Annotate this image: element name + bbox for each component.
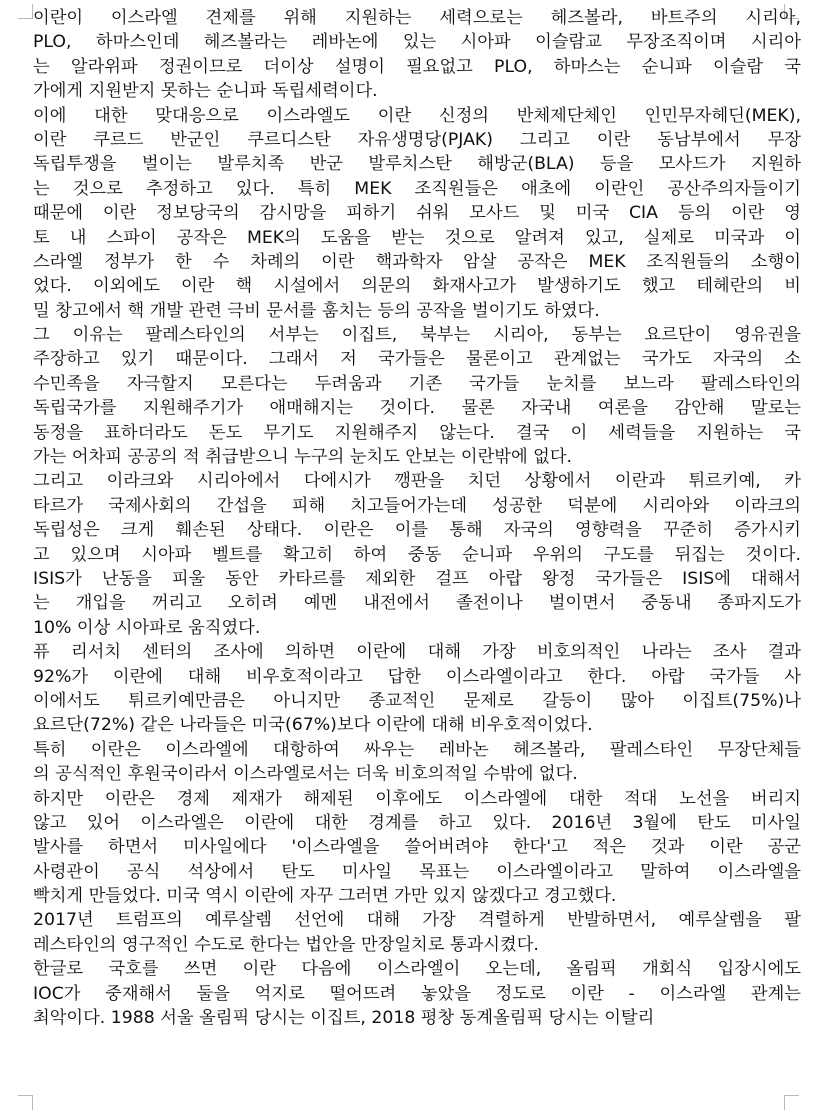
text-line: 레스타인의 영구적인 수도로 한다는 법안을 만장일치로 통과시켰다. (33, 934, 539, 955)
text-line: PLO, 하마스인데 헤즈볼라는 레바논에 있는 시아파 이슬람교 무장조직이며 시리아 (33, 32, 801, 53)
text-line: 10% 이상 시아파로 움직였다. (33, 617, 261, 638)
paragraph (33, 640, 801, 738)
text-line: 독립투쟁을 벌이는 발루치족 반군 발루치스탄 해방군(BLA) 등을 모사드가 지원하 (33, 154, 801, 175)
paragraph (33, 787, 801, 909)
paragraph (33, 957, 801, 1030)
text-line: IOC가 중재해서 둘을 억지로 떨어뜨려 놓았을 정도로 이란 - 이스라엘 관계는 (33, 983, 801, 1004)
paragraph (33, 323, 801, 469)
text-line: 사령관이 공식 석상에서 탄도 미사일 목표는 이스라엘이라고 말하여 이스라엘을 (33, 861, 801, 882)
text-line: 그리고 이라크와 시리아에서 다에시가 깽판을 치던 상황에서 이란과 튀르키예, 카 (33, 471, 801, 492)
text-line: 독립성은 크게 훼손된 상태다. 이란은 이를 통해 자국의 영향력을 꾸준히 증가시키 (33, 520, 801, 541)
text-line: 가에게 지원받지 못하는 순니파 독립세력이다. (33, 81, 378, 102)
text-line: 이에서도 튀르키예만큼은 아니지만 종교적인 문제로 갈등이 많아 이집트(75%)나 (33, 690, 801, 711)
text-line: 하지만 이란은 경제 제재가 해제된 이후에도 이스라엘에 대한 적대 노선을 버리지 (33, 788, 801, 809)
text-line: ISIS가 난동을 피울 동안 카타르를 제외한 걸프 아랍 왕정 국가들은 ISIS에 대해서 (33, 568, 801, 589)
text-line: 가는 어차피 공공의 적 취급받으니 누구의 눈치도 안보는 이란밖에 없다. (33, 447, 573, 468)
text-line: 92%가 이란에 대해 비우호적이라고 답한 이스라엘이라고 한다. 아랍 국가들 사 (33, 666, 801, 687)
text-line: 최악이다. 1988 서울 올림픽 당시는 이집트, 2018 평창 동계올림픽 당시는 이탈리 (33, 1008, 655, 1029)
document-body (33, 6, 801, 1030)
text-line: 특히 이란은 이스라엘에 대항하여 싸우는 레바논 헤즈볼라, 팔레스타인 무장단체들 (33, 739, 801, 760)
text-line: 발사를 하면서 미사일에다 '이스라엘을 쓸어버려야 한다'고 적은 것과 이란 공군 (33, 837, 801, 858)
text-line: 요르단(72%) 같은 나라들은 미국(67%)보다 이란에 대해 비우호적이었다. (33, 715, 593, 736)
text-line: 이란 쿠르드 반군인 쿠르디스탄 자유생명당(PJAK) 그리고 이란 동남부에서 무장 (33, 129, 801, 150)
text-line: 의 공식적인 후원국이라서 이스라엘로서는 더욱 비호의적일 수밖에 없다. (33, 764, 578, 785)
crop-mark-bottom-right (784, 1095, 799, 1110)
text-line: 는 것으로 추정하고 있다. 특히 MEK 조직원들은 애초에 이란인 공산주의자들이기 (33, 178, 801, 199)
text-line: 고 있으며 시아파 벨트를 확고히 하여 중동 순니파 우위의 구도를 뒤집는 것이다. (33, 544, 801, 565)
text-line: 토 내 스파이 공작은 MEK의 도움을 받는 것으로 알려져 있고, 실제로 미국과 이 (33, 227, 801, 248)
text-line: 독립국가를 지원해주기가 애매해지는 것이다. 물론 자국내 여론을 감안해 말로는 (33, 398, 801, 419)
text-line: 2017년 트럼프의 예루살렘 선언에 대해 가장 격렬하게 반발하면서, 예루살렘을 팔 (33, 910, 801, 931)
text-line: 이란이 이스라엘 견제를 위해 지원하는 세력으로는 헤즈볼라, 바트주의 시리아, (33, 8, 801, 28)
text-line: 동정을 표하더라도 돈도 무기도 지원해주지 않는다. 결국 이 세력들을 지원하는 국 (33, 422, 801, 443)
text-line: 밀 창고에서 핵 개발 관련 극비 문서를 훔치는 등의 공작을 벌이기도 하였다. (33, 300, 600, 321)
text-line: 한글로 국호를 쓰면 이란 다음에 이스라엘이 오는데, 올림픽 개회식 입장시에도 (33, 959, 801, 980)
paragraph (33, 6, 801, 104)
text-line: 않고 있어 이스라엘은 이란에 대한 경계를 하고 있다. 2016년 3월에 탄도 미사일 (33, 812, 801, 833)
text-line: 퓨 리서치 센터의 조사에 의하면 이란에 대해 가장 비호의적인 나라는 조사 결과 (33, 642, 801, 663)
text-line: 때문에 이란 정보당국의 감시망을 피하기 쉬워 모사드 및 미국 CIA 등의 이란 영 (33, 203, 801, 224)
paragraph (33, 738, 801, 787)
text-line: 그 이유는 팔레스타인의 서부는 이집트, 북부는 시리아, 동부는 요르단이 영유권을 (33, 325, 801, 346)
text-line: 스라엘 정부가 한 수 차례의 이란 핵과학자 암살 공작은 MEK 조직원들의 소행이 (33, 251, 801, 272)
crop-mark-top-left (18, 4, 33, 19)
text-line: 주장하고 있기 때문이다. 그래서 저 국가들은 물론이고 관계없는 국가도 자국의 소 (33, 349, 801, 370)
text-line: 는 개입을 꺼리고 오히려 예멘 내전에서 졸전이나 벌이면서 중동내 종파지도가 (33, 593, 801, 614)
paragraph (33, 908, 801, 957)
text-line: 빡치게 만들었다. 미국 역시 이란에 자꾸 그러면 가만 있지 않겠다고 경고했다. (33, 886, 617, 907)
text-line: 수민족을 자극할지 모른다는 두려움과 기존 국가들 눈치를 보느라 팔레스타인의 (33, 373, 801, 394)
paragraph (33, 469, 801, 640)
crop-mark-bottom-left (18, 1095, 33, 1110)
paragraph (33, 104, 801, 324)
text-line: 이에 대한 맞대응으로 이스라엘도 이란 신정의 반체제단체인 인민무자헤딘(MEK), (33, 105, 801, 126)
text-line: 었다. 이외에도 이란 핵 시설에서 의문의 화재사고가 발생하기도 했고 테헤란의 비 (33, 276, 801, 297)
text-line: 는 알라위파 정권이므로 더이상 설명이 필요없고 PLO, 하마스는 순니파 이슬람 국 (33, 56, 801, 77)
text-line: 타르가 국제사회의 간섭을 피해 치고들어가는데 성공한 덕분에 시리아와 이라크의 (33, 495, 801, 516)
